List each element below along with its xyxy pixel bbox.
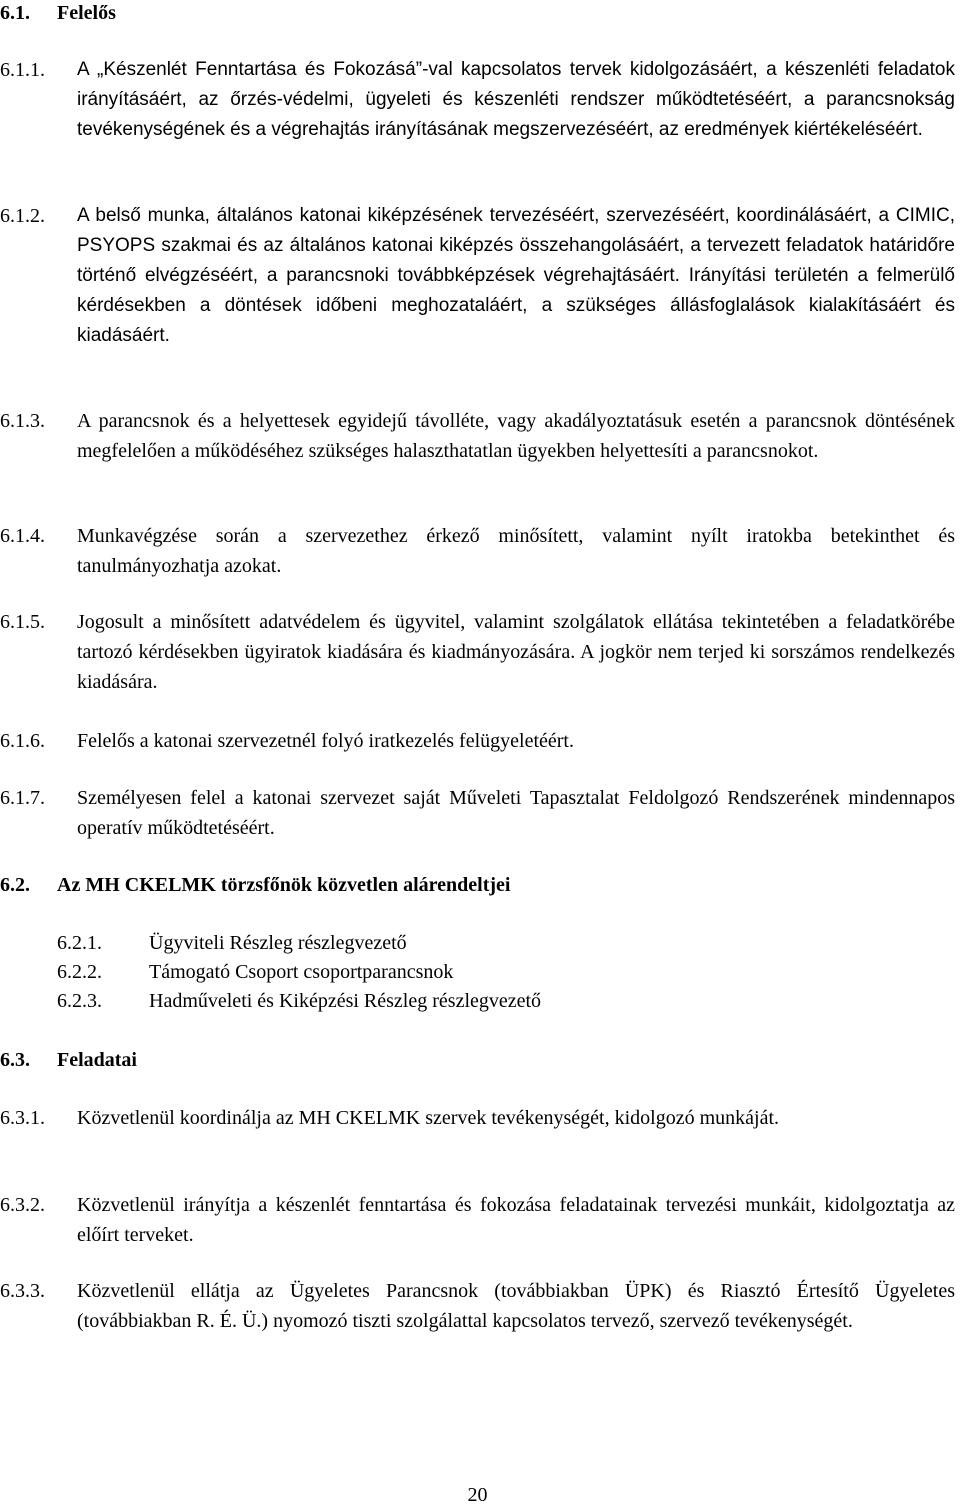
- list-item-6-1-4: [0, 521, 955, 581]
- section-title: Feladatai: [57, 1049, 137, 1071]
- section-number: 6.1.: [0, 2, 30, 24]
- item-text: A parancsnok és a helyettesek egyidejű távolléte, vagy akadályoztatásuk esetén a parancsnok döntésének megfelelően a működéséhez szükséges halaszthatatlan ügyekben helyettesíti a parancsnokot.: [77, 410, 955, 462]
- item-text: Közvetlenül koordinálja az MH CKELMK szervek tevékenységét, kidolgozó munkáját.: [77, 1107, 780, 1129]
- section-heading-6-2: [0, 870, 510, 900]
- list-item-6-3-2: [0, 1190, 955, 1250]
- list-item-6-2-3: [57, 986, 541, 1016]
- item-number: 6.1.3.: [0, 410, 45, 432]
- item-number: 6.1.5.: [0, 611, 45, 633]
- list-item-6-1-1: [0, 55, 955, 145]
- list-item-6-1-2: [0, 201, 955, 351]
- item-number: 6.3.2.: [0, 1194, 45, 1216]
- item-text: Személyesen felel a katonai szervezet saját Műveleti Tapasztalat Feldolgozó Rendszerének mindennapos operatív működtetéséért.: [77, 787, 955, 839]
- item-text: A „Készenlét Fenntartása és Fokozásá”-val kapcsolatos tervek kidolgozásáért, a készenléti feladatok irányításáért, az őrzés-védelmi, ügyeleti és készenléti rendszer működtetéséért, a parancsnokság tevékenységének és a végrehajtás irányításának megszervezéséért, az eredmények kiértékeléséért.: [77, 59, 955, 140]
- list-item-6-2-1: [57, 928, 407, 958]
- item-number: 6.3.3.: [0, 1280, 45, 1302]
- item-number: 6.3.1.: [0, 1107, 45, 1129]
- section-heading-6-3: [0, 1045, 137, 1075]
- list-item-6-1-6: [0, 726, 955, 756]
- item-number: 6.2.2.: [57, 961, 102, 983]
- item-text: Közvetlenül ellátja az Ügyeletes Parancsnok (továbbiakban ÜPK) és Riasztó Értesítő Ügyeletes (továbbiakban R. É. Ü.) nyomozó tiszti szolgálattal kapcsolatos tervező, szervező tevékenységét.: [77, 1280, 955, 1332]
- item-number: 6.1.2.: [0, 205, 45, 227]
- list-item-6-1-3: [0, 406, 955, 466]
- section-heading-6-1: [0, 0, 116, 28]
- item-text: Felelős a katonai szervezetnél folyó iratkezelés felügyeletéért.: [77, 730, 574, 752]
- section-number: 6.3.: [0, 1049, 30, 1071]
- item-text: Jogosult a minősített adatvédelem és ügyvitel, valamint szolgálatok ellátása tekintetében a feladatkörébe tartozó kérdésekben ügyiratok kiadására és kiadmányozására. A jogkör nem terjed ki sorszámos rendelkezés kiadására.: [77, 611, 955, 693]
- list-item-6-3-1: [0, 1103, 955, 1133]
- section-number: 6.2.: [0, 874, 30, 896]
- item-text: Ügyviteli Részleg részlegvezető: [149, 932, 407, 954]
- item-text: Munkavégzése során a szervezethez érkező minősített, valamint nyílt iratokba betekinthet és tanulmányozhatja azokat.: [77, 525, 955, 577]
- item-number: 6.1.7.: [0, 787, 45, 809]
- item-number: 6.1.6.: [0, 730, 45, 752]
- item-text: Támogató Csoport csoportparancsnok: [149, 961, 454, 983]
- item-number: 6.2.1.: [57, 932, 102, 954]
- item-number: 6.2.3.: [57, 990, 102, 1012]
- item-text: A belső munka, általános katonai kiképzésének tervezéséért, szervezéséért, koordinálásáért, a CIMIC, PSYOPS szakmai és az általános katonai kiképzés összehangolásáért, a tervezett feladatok határidőre történő elvégzéséért, a parancsnoki továbbképzések végrehajtásáért. Irányítási területén a felmerülő kérdésekben a döntések időbeni meghozataláért, a szükséges állásfoglalások kialakításáért és kiadásáért.: [77, 205, 955, 346]
- item-text: Hadműveleti és Kiképzési Részleg részlegvezető: [149, 990, 542, 1012]
- item-number: 6.1.1.: [0, 59, 45, 81]
- section-title: Felelős: [57, 2, 116, 24]
- list-item-6-2-2: [57, 957, 453, 987]
- list-item-6-1-7: [0, 783, 955, 843]
- item-text: Közvetlenül irányítja a készenlét fenntartása és fokozása feladatainak tervezési munkáit, kidolgoztatja az előírt terveket.: [77, 1194, 955, 1246]
- list-item-6-3-3: [0, 1276, 955, 1336]
- section-title: Az MH CKELMK törzsfőnök közvetlen alárendeltjei: [57, 874, 511, 896]
- page-number: 20: [467, 1484, 488, 1506]
- item-number: 6.1.4.: [0, 525, 45, 547]
- list-item-6-1-5: [0, 607, 955, 697]
